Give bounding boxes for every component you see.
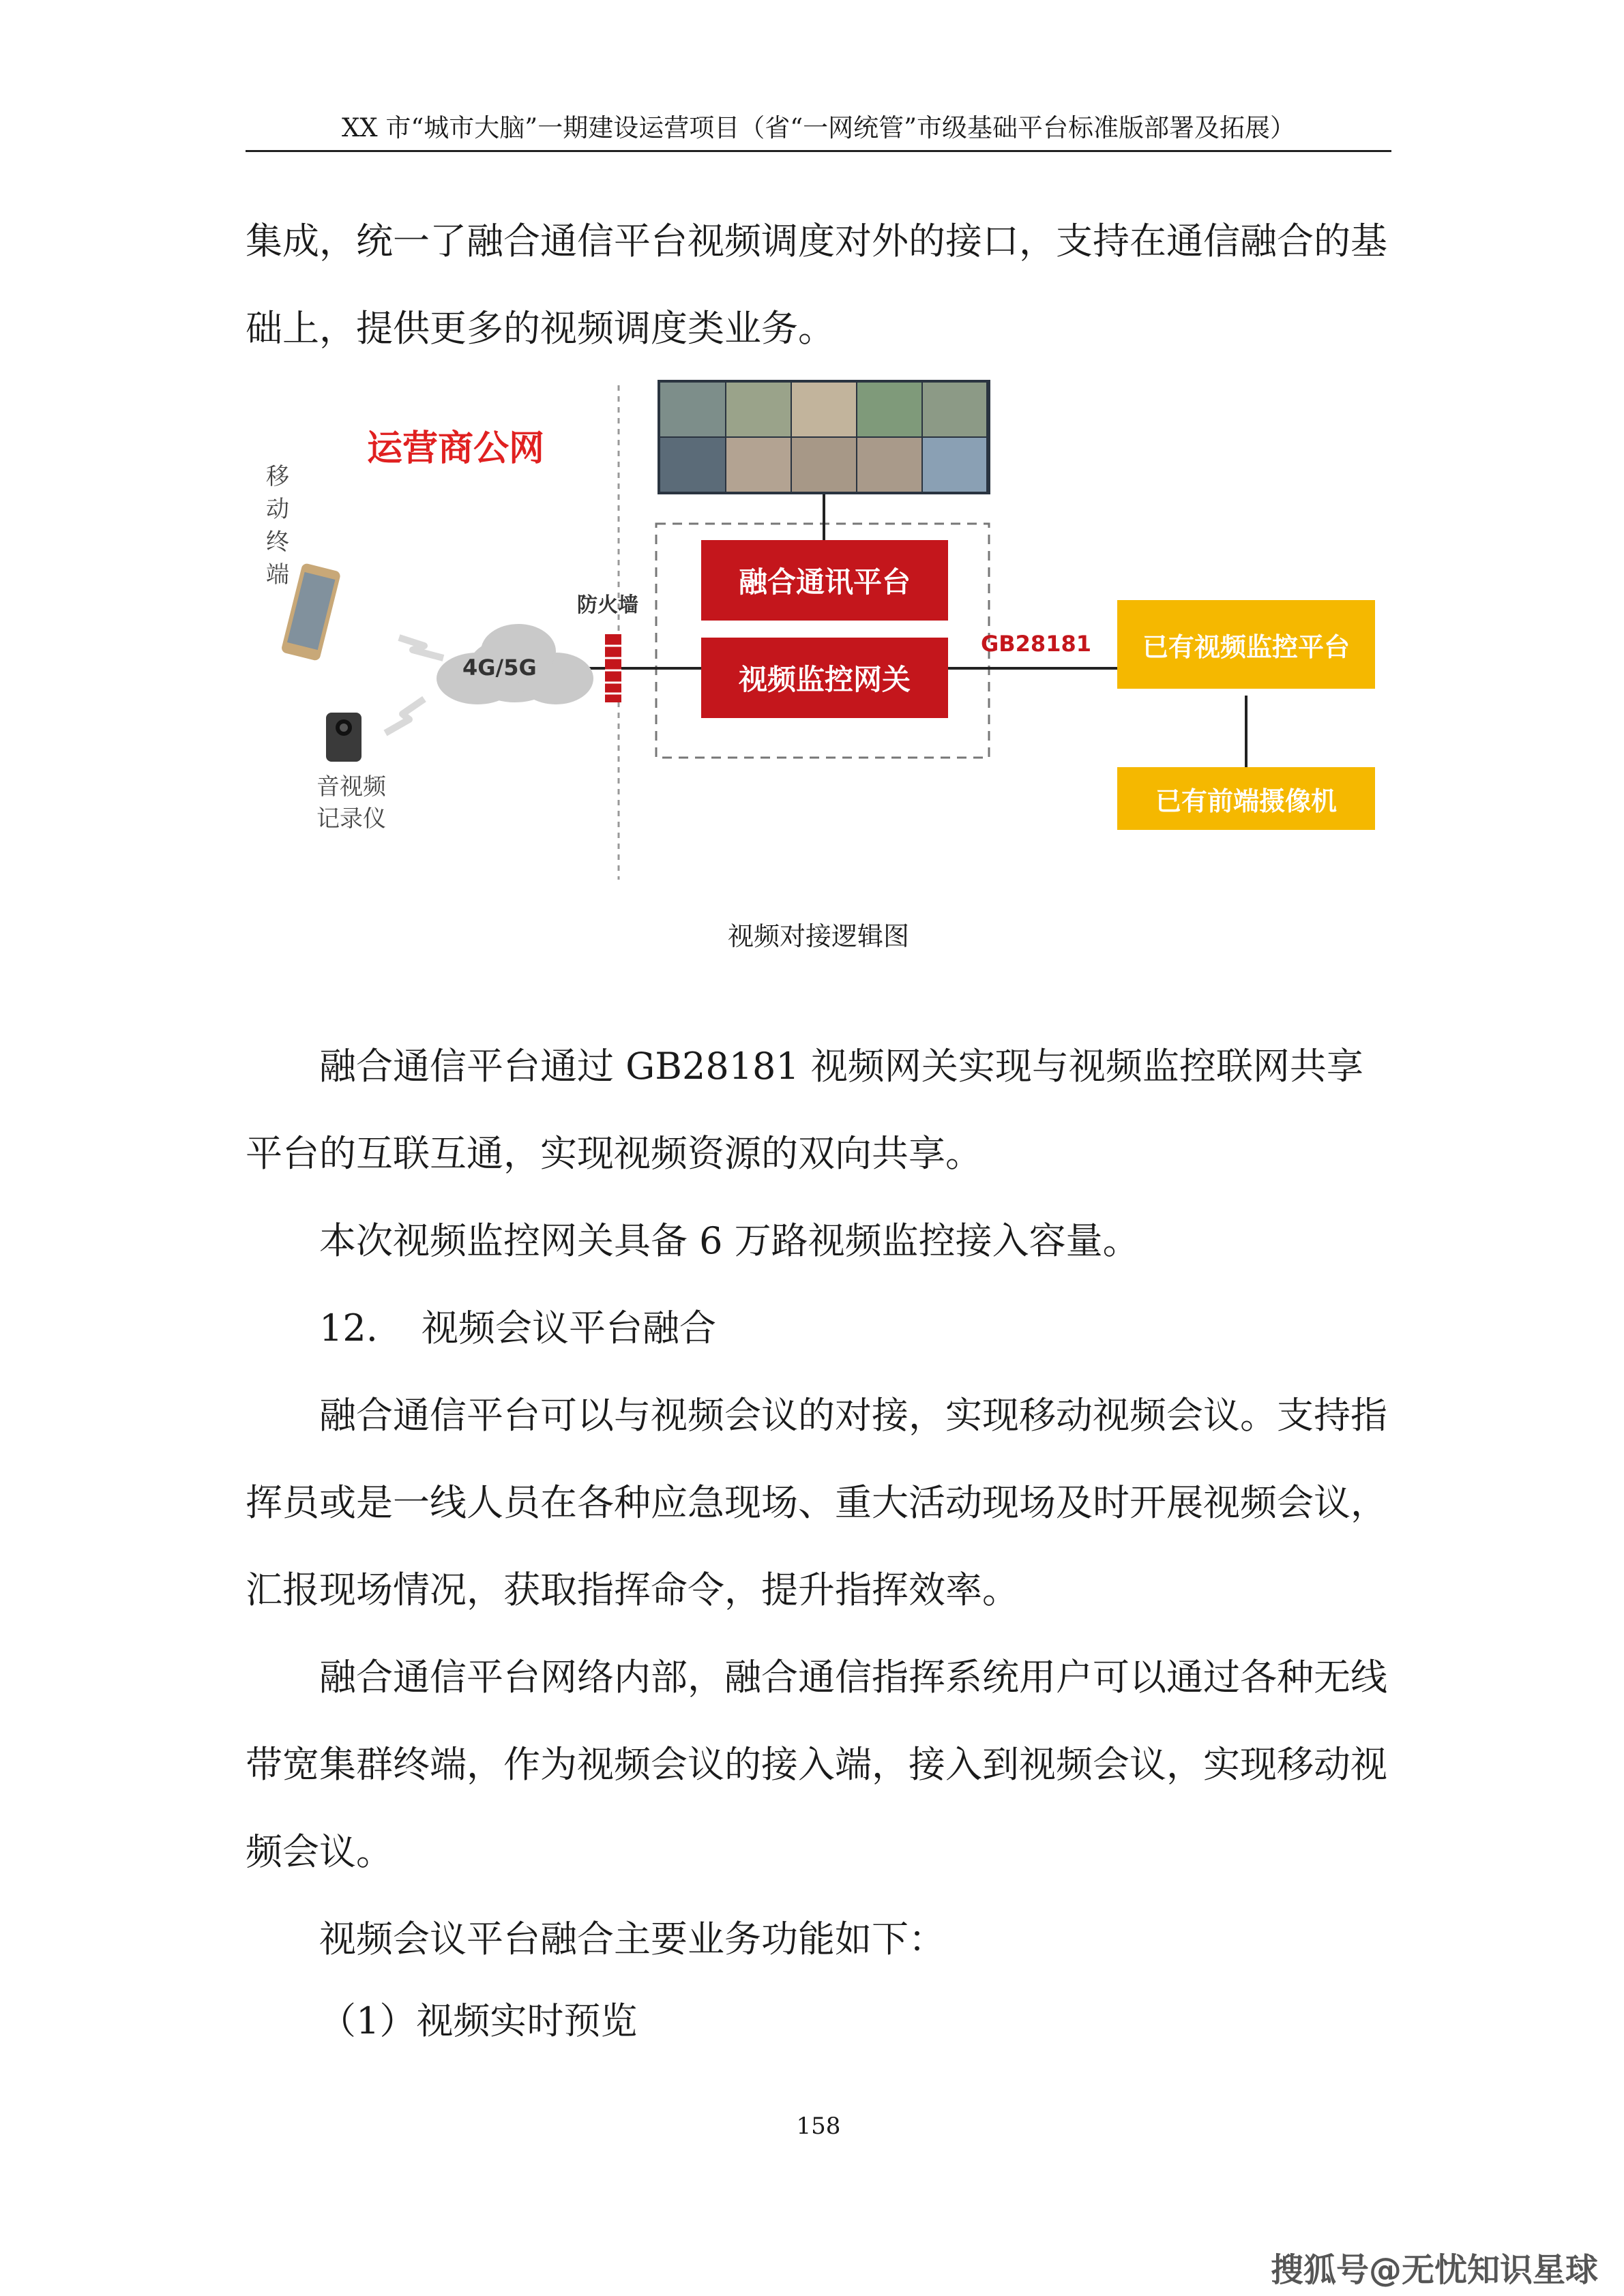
video-gateway-box: 视频监控网关 xyxy=(701,638,948,718)
paragraph-gateway: 融合通信平台通过 GB28181 视频网关实现与视频监控联网共享平台的互联互通，实现视频资源的双向共享。 xyxy=(246,1045,1363,1175)
fusion-platform-box: 融合通讯平台 xyxy=(701,540,948,621)
recorder-label-line2: 记录仪 xyxy=(316,805,386,833)
figure-caption: 视频对接逻辑图 xyxy=(727,921,909,951)
existing-video-platform-box: 已有视频监控平台 xyxy=(1117,600,1375,689)
section-title: 视频会议平台融合 xyxy=(422,1307,716,1350)
page-header: XX 市“城市大脑”一期建设运营项目（省“一网统管”市级基础平台标准版部署及拓展） xyxy=(341,113,1296,143)
gb28181-label: GB28181 xyxy=(981,631,1091,657)
firewall-label: 防火墙 xyxy=(577,593,638,617)
video-wall-icon xyxy=(658,380,990,494)
recorder-label-line1: 音视频 xyxy=(316,773,386,801)
signal-icon xyxy=(385,699,424,733)
public-network-label: 运营商公网 xyxy=(367,428,545,469)
paragraph-capacity: 本次视频监控网关具备 6 万路视频监控接入容量。 xyxy=(319,1219,1140,1262)
recorder-icon xyxy=(326,713,361,762)
page-number: 158 xyxy=(796,2113,841,2140)
mobile-terminal-label: 移 动 终 端 xyxy=(266,463,289,588)
section-number: 12. xyxy=(319,1307,378,1350)
paragraph-functions-intro: 视频会议平台融合主要业务功能如下： xyxy=(319,1918,945,1960)
paragraph-video-conference: 融合通信平台可以与视频会议的对接，实现移动视频会议。支持指挥员或是一线人员在各种应急现场、重大活动现场及时开展视频会议，汇报现场情况，获取指挥命令，提升指挥效率。 xyxy=(246,1394,1387,1611)
video-docking-diagram xyxy=(246,378,1391,890)
header-divider xyxy=(246,150,1391,152)
watermark: 搜狐号@无忧知识星球 xyxy=(1270,2251,1598,2289)
signal-icon xyxy=(399,638,443,658)
paragraph-wireless-terminals: 融合通信平台网络内部，融合通信指挥系统用户可以通过各种无线带宽集群终端，作为视频会议的接入端，接入到视频会议，实现移动视频会议。 xyxy=(246,1656,1387,1873)
list-item-1: （1）视频实时预览 xyxy=(319,1999,638,2042)
firewall-icon xyxy=(605,634,621,702)
existing-camera-box: 已有前端摄像机 xyxy=(1117,767,1375,830)
intro-paragraph: 集成，统一了融合通信平台视频调度对外的接口，支持在通信融合的基础上，提供更多的视频调度类业务。 xyxy=(246,220,1387,350)
network-label: 4G/5G xyxy=(462,655,537,681)
